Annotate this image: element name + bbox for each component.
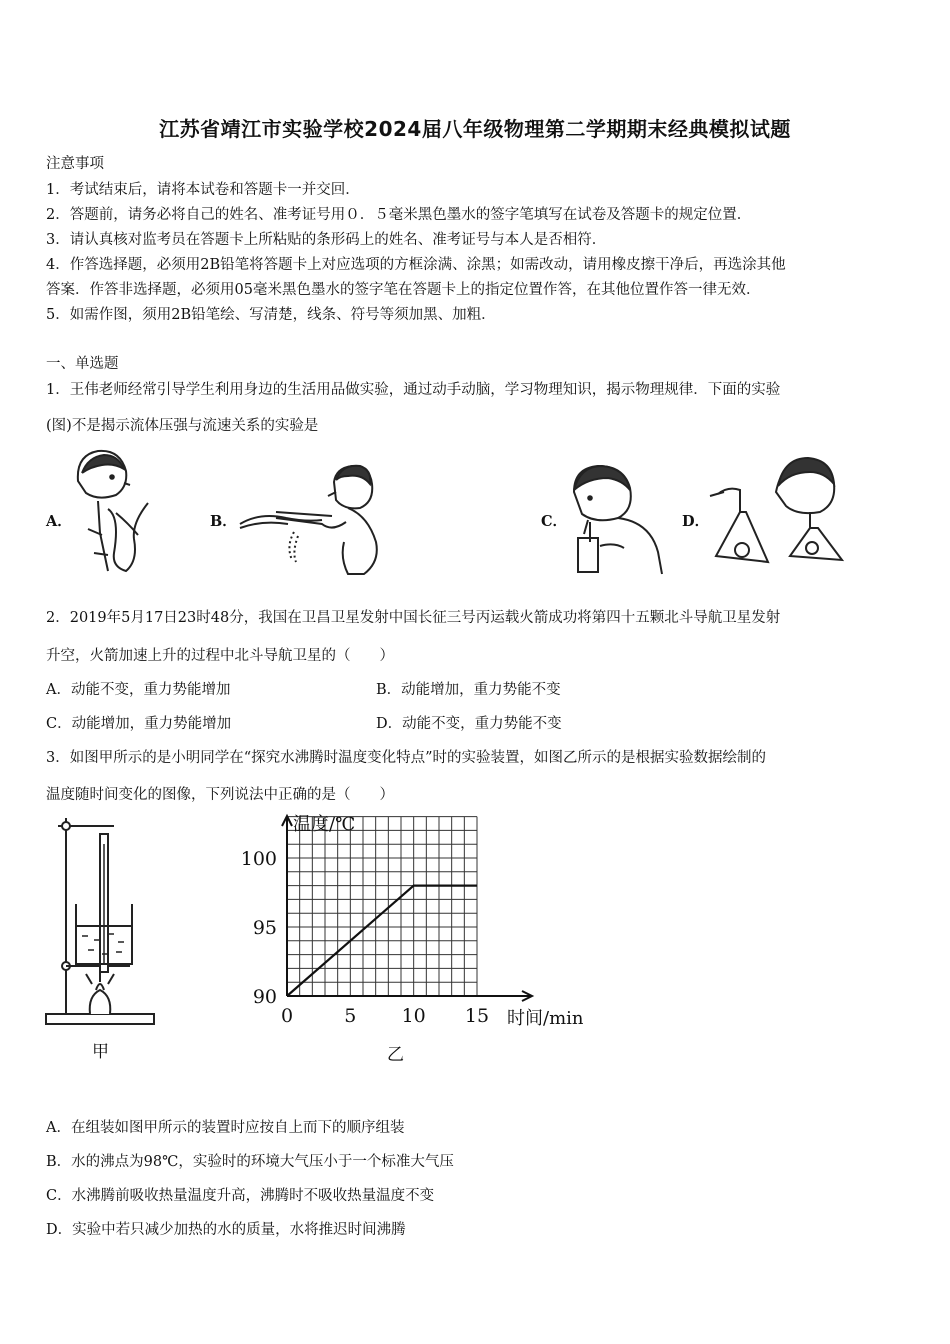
q1-option-a-label: A． <box>46 513 72 530</box>
q2-option-d[interactable]: D．动能不变，重力势能不变 <box>376 716 562 732</box>
question-1-stem: 1．王伟老师经常引导学生利用身边的生活用品做实验，通过动手动脑，学习物理知识，揭示物理规律．下面的实验 <box>46 382 781 398</box>
notice-item: 5．如需作图，须用2B铅笔绘、写清楚，线条、符号等须加黑、加粗． <box>46 307 496 323</box>
x-tick-label: 0 <box>280 1005 294 1027</box>
y-tick-label: 95 <box>252 917 277 939</box>
question-2-stem-cont: 升空，火箭加速上升的过程中北斗导航卫星的（ ） <box>46 648 394 664</box>
figure-yi-label: 乙 <box>387 1045 404 1065</box>
q3-option-b[interactable]: B．水的沸点为98℃，实验时的环境大气压小于一个标准大气压 <box>46 1154 454 1170</box>
q1-option-c-label: C． <box>541 513 568 530</box>
x-tick-label: 5 <box>344 1005 357 1027</box>
x-tick-label: 15 <box>464 1005 490 1027</box>
notice-item: 4．作答选择题，必须用2B铅笔将答题卡上对应选项的方框涂满、涂黑；如需改动，请用橡皮擦干净后，再选涂其他 <box>46 257 786 273</box>
page-title: 江苏省靖江市实验学校2024届八年级物理第二学期期末经典模拟试题 <box>159 117 791 141</box>
q3-option-d[interactable]: D．实验中若只减少加热的水的质量，水将推迟时间沸腾 <box>46 1222 406 1238</box>
q2-option-b[interactable]: B．动能增加，重力势能不变 <box>376 682 561 698</box>
notice-heading: 注意事项 <box>46 156 104 172</box>
section-heading: 一、单选题 <box>46 356 119 372</box>
q1-option-b-label: B． <box>210 513 237 530</box>
y-axis-label: 温度/℃ <box>293 814 356 835</box>
x-tick-label: 10 <box>401 1005 426 1027</box>
q2-option-a[interactable]: A．动能不变，重力势能增加 <box>46 682 231 698</box>
chart-grid <box>287 817 477 996</box>
question-3-stem: 3．如图甲所示的是小明同学在“探究水沸腾时温度变化特点”时的实验装置，如图乙所示的是根据实验数据绘制的 <box>46 750 767 766</box>
figure-jia-label: 甲 <box>92 1042 109 1062</box>
q3-option-a[interactable]: A．在组装如图甲所示的装置时应按自上而下的顺序组装 <box>46 1120 405 1136</box>
notice-item: 2．答题前，请务必将自己的姓名、准考证号用０．５毫米黑色墨水的签字笔填写在试卷及答题卡的规定位置． <box>46 207 752 223</box>
question-2-stem: 2．2019年5月17日23时48分，我国在卫昌卫星发射中国长征三号丙运载火箭成功将第四十五颗北斗导航卫星发射 <box>46 610 781 626</box>
notice-item: 3．请认真核对监考员在答题卡上所粘贴的条形码上的姓名、准考证号与本人是否相符． <box>46 232 607 248</box>
notice-item: 1．考试结束后，请将本试卷和答题卡一并交回． <box>46 182 360 198</box>
q2-option-c[interactable]: C．动能增加，重力势能增加 <box>46 716 232 732</box>
x-axis-label: 时间/min <box>507 1008 584 1029</box>
notice-item: 答案．作答非选择题，必须用05毫米黑色墨水的签字笔在答题卡上的指定位置作答，在其他位置作答一律无效． <box>46 282 761 298</box>
y-tick-label: 90 <box>252 986 277 1008</box>
q1-option-d-label: D． <box>682 513 710 530</box>
y-tick-label: 100 <box>240 848 277 870</box>
q3-option-c[interactable]: C．水沸腾前吸收热量温度升高，沸腾时不吸收热量温度不变 <box>46 1188 435 1204</box>
question-1-stem-cont: (图)不是揭示流体压强与流速关系的实验是 <box>46 418 319 434</box>
question-3-stem-cont: 温度随时间变化的图像，下列说法中正确的是（ ） <box>46 787 394 803</box>
